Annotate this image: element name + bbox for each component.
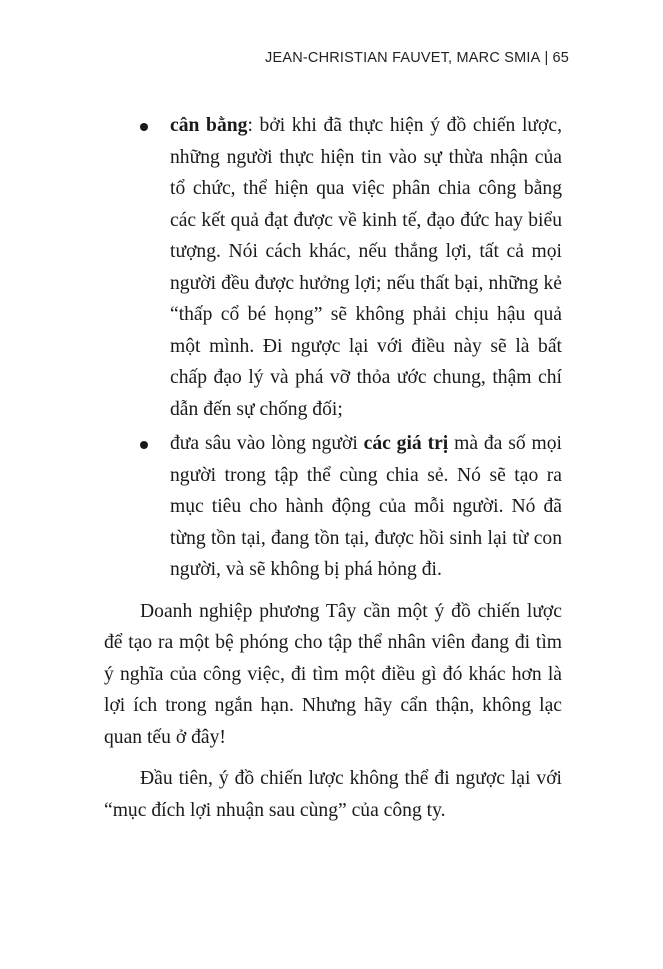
bullet-term: cân bằng [170,115,248,136]
paragraph: Đầu tiên, ý đồ chiến lược không thể đi ngược lại với “mục đích lợi nhuận sau cùng” của công ty. [104,768,562,821]
header-authors: JEAN-CHRISTIAN FAUVET, MARC SMIA [265,50,541,66]
bullet-item-balance [104,110,562,425]
paragraph: Doanh nghiệp phương Tây cần một ý đồ chiến lược để tạo ra một bệ phóng cho tập thể nhân viên đang đi tìm ý nghĩa của công việc, đi tìm một điều gì đó khác hơn là lợi ích trong ngắn hạn. Nhưng hãy cẩn thận, không lạc quan tếu ở đây! [104,600,562,748]
header-separator: | [544,50,549,66]
bullet-text-before: đưa sâu vào lòng người [170,433,364,454]
page-number: 65 [552,50,569,66]
bullet-term: các giá trị [363,433,449,454]
bullet-list [104,110,562,586]
body-text [104,110,562,826]
bullet-text-after: mà đa số mọi người trong tập thể cùng chia sẻ. Nó sẽ tạo ra mục tiêu cho hành động của mỗi người. Nó đã từng tồn tại, đang tồn tại, được hồi sinh lại từ con người, và sẽ không bị phá hỏng đi. [170,433,562,580]
bullet-dot-icon [140,441,148,449]
bullet-dot-icon [140,123,148,131]
running-header [265,50,569,66]
bullet-item-values [104,428,562,586]
bullet-text-after: : bởi khi đã thực hiện ý đồ chiến lược, những người thực hiện tin vào sự thừa nhận của tổ chức, thể hiện qua việc phân chia công bằng các kết quả đạt được về kinh tế, đạo đức hay biểu tượng. Nói cách khác, nếu thắng lợi, tất cả mọi người đều được hưởng lợi; nếu thất bại, những kẻ “thấp cổ bé họng” sẽ không phải chịu hậu quả một mình. Đi ngược lại với điều này sẽ là bất chấp đạo lý và phá vỡ thỏa ước chung, thậm chí dẫn đến sự chống đối; [170,115,562,420]
